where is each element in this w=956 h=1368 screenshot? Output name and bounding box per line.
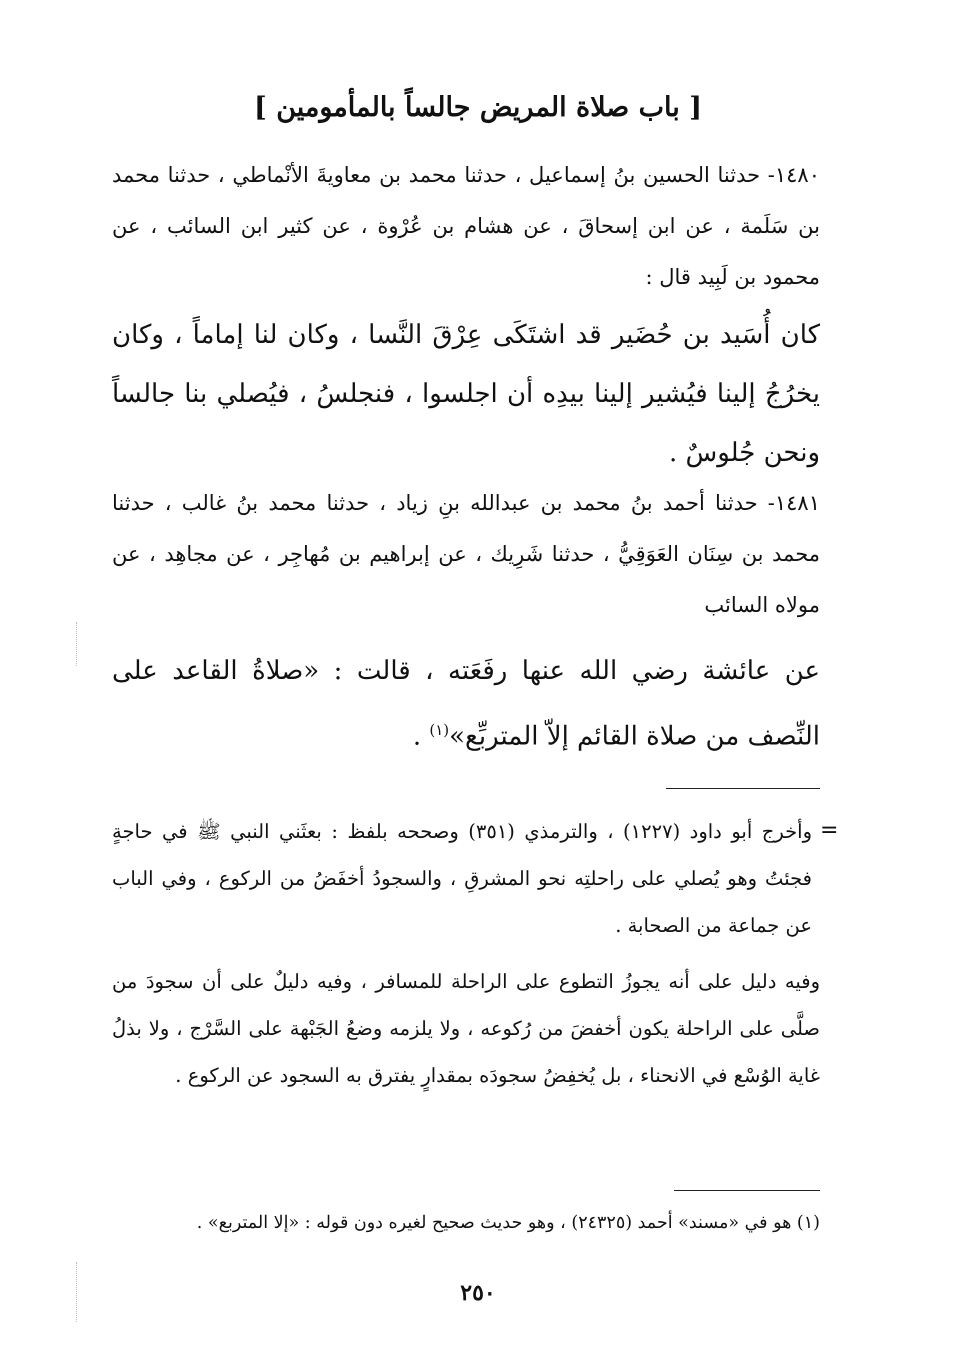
hadith-1480-matn: كان أُسَيد بن حُضَير قد اشتَكَى عِرْقَ النَّسا ، وكان لنا إماماً ، وكان يخرُجُ إلينا فيُشير إلينا بيدِه أن اجلسوا ، فنجلسُ ، فيُصلي بنا جالساً ونحن جُلوسٌ .	[112, 320, 820, 468]
hadith-1481-matn-text: عن عائشة رضي الله عنها رفَعَته ، قالت : «صلاةُ القاعد على النِّصف من صلاة القائم إلاّ المتربِّع»	[112, 656, 821, 752]
commentary-paragraph-2: وفيه دليل على أنه يجوزُ التطوع على الراحلة للمسافر ، وفيه دليلٌ على أن سجودَ من صلَّى على الراحلة يكون أخفضَ من رُكوعه ، ولا يلزمه وضعُ الجَبْهة على السَّرْج ، ولا بذلُ غاية الوُسْع في الانحناء ، بل يُخفِضُ سجودَه بمقدارٍ يفترق به السجود عن الركوع .	[112, 970, 820, 1087]
hadith-1480-isnad: ١٤٨٠- حدثنا الحسين بنُ إسماعيل ، حدثنا محمد بن معاويةَ الأنْماطي ، حدثنا محمد بن سَلَمة ، عن ابن إسحاقَ ، عن هشام بن عُرْوة ، عن كثير ابن السائب ، عن محمود بن لَبِيد قال :	[112, 163, 820, 289]
continuation-mark: =	[820, 818, 839, 843]
hadith-1481-isnad: ١٤٨١- حدثنا أحمد بنُ محمد بن عبدالله بنِ زياد ، حدثنا محمد بنُ غالب ، حدثنا محمد بن سِنَان العَوَقِيُّ ، حدثنا شَرِيك ، عن إبراهيم بن مُهاجِر ، عن مجاهِد ، عن مولاه السائب	[112, 491, 820, 617]
commentary-paragraph-1: وأخرج أبو داود (١٢٢٧) ، والترمذي (٣٥١) وصححه بلفظ : بعثَني النبي ﷺ في حاجةٍ فجئتُ وهو يُصلي على راحلتِه نحو المشرقِ ، والسجودُ أخفَضُ من الركوع ، وفي الباب عن جماعة من الصحابة .	[112, 820, 813, 937]
chapter-title: [ باب صلاة المريض جالساً بالمأمومين ]	[254, 92, 702, 123]
scan-margin-mark	[76, 1262, 81, 1322]
footnote-separator	[674, 1190, 820, 1191]
scan-margin-mark	[76, 622, 81, 666]
hadith-1481-matn-end: .	[412, 721, 430, 752]
commentary-separator	[666, 788, 820, 789]
footnote-1: (١) هو في «مسند» أحمد (٢٤٣٢٥) ، وهو حديث صحيح لغيره دون قوله : «إلا المتربع» .	[196, 1213, 820, 1233]
hadith-1481-matn	[112, 642, 820, 767]
page-number: ٢٥٠	[460, 1280, 496, 1306]
footnote-reference: (١)	[429, 721, 450, 739]
